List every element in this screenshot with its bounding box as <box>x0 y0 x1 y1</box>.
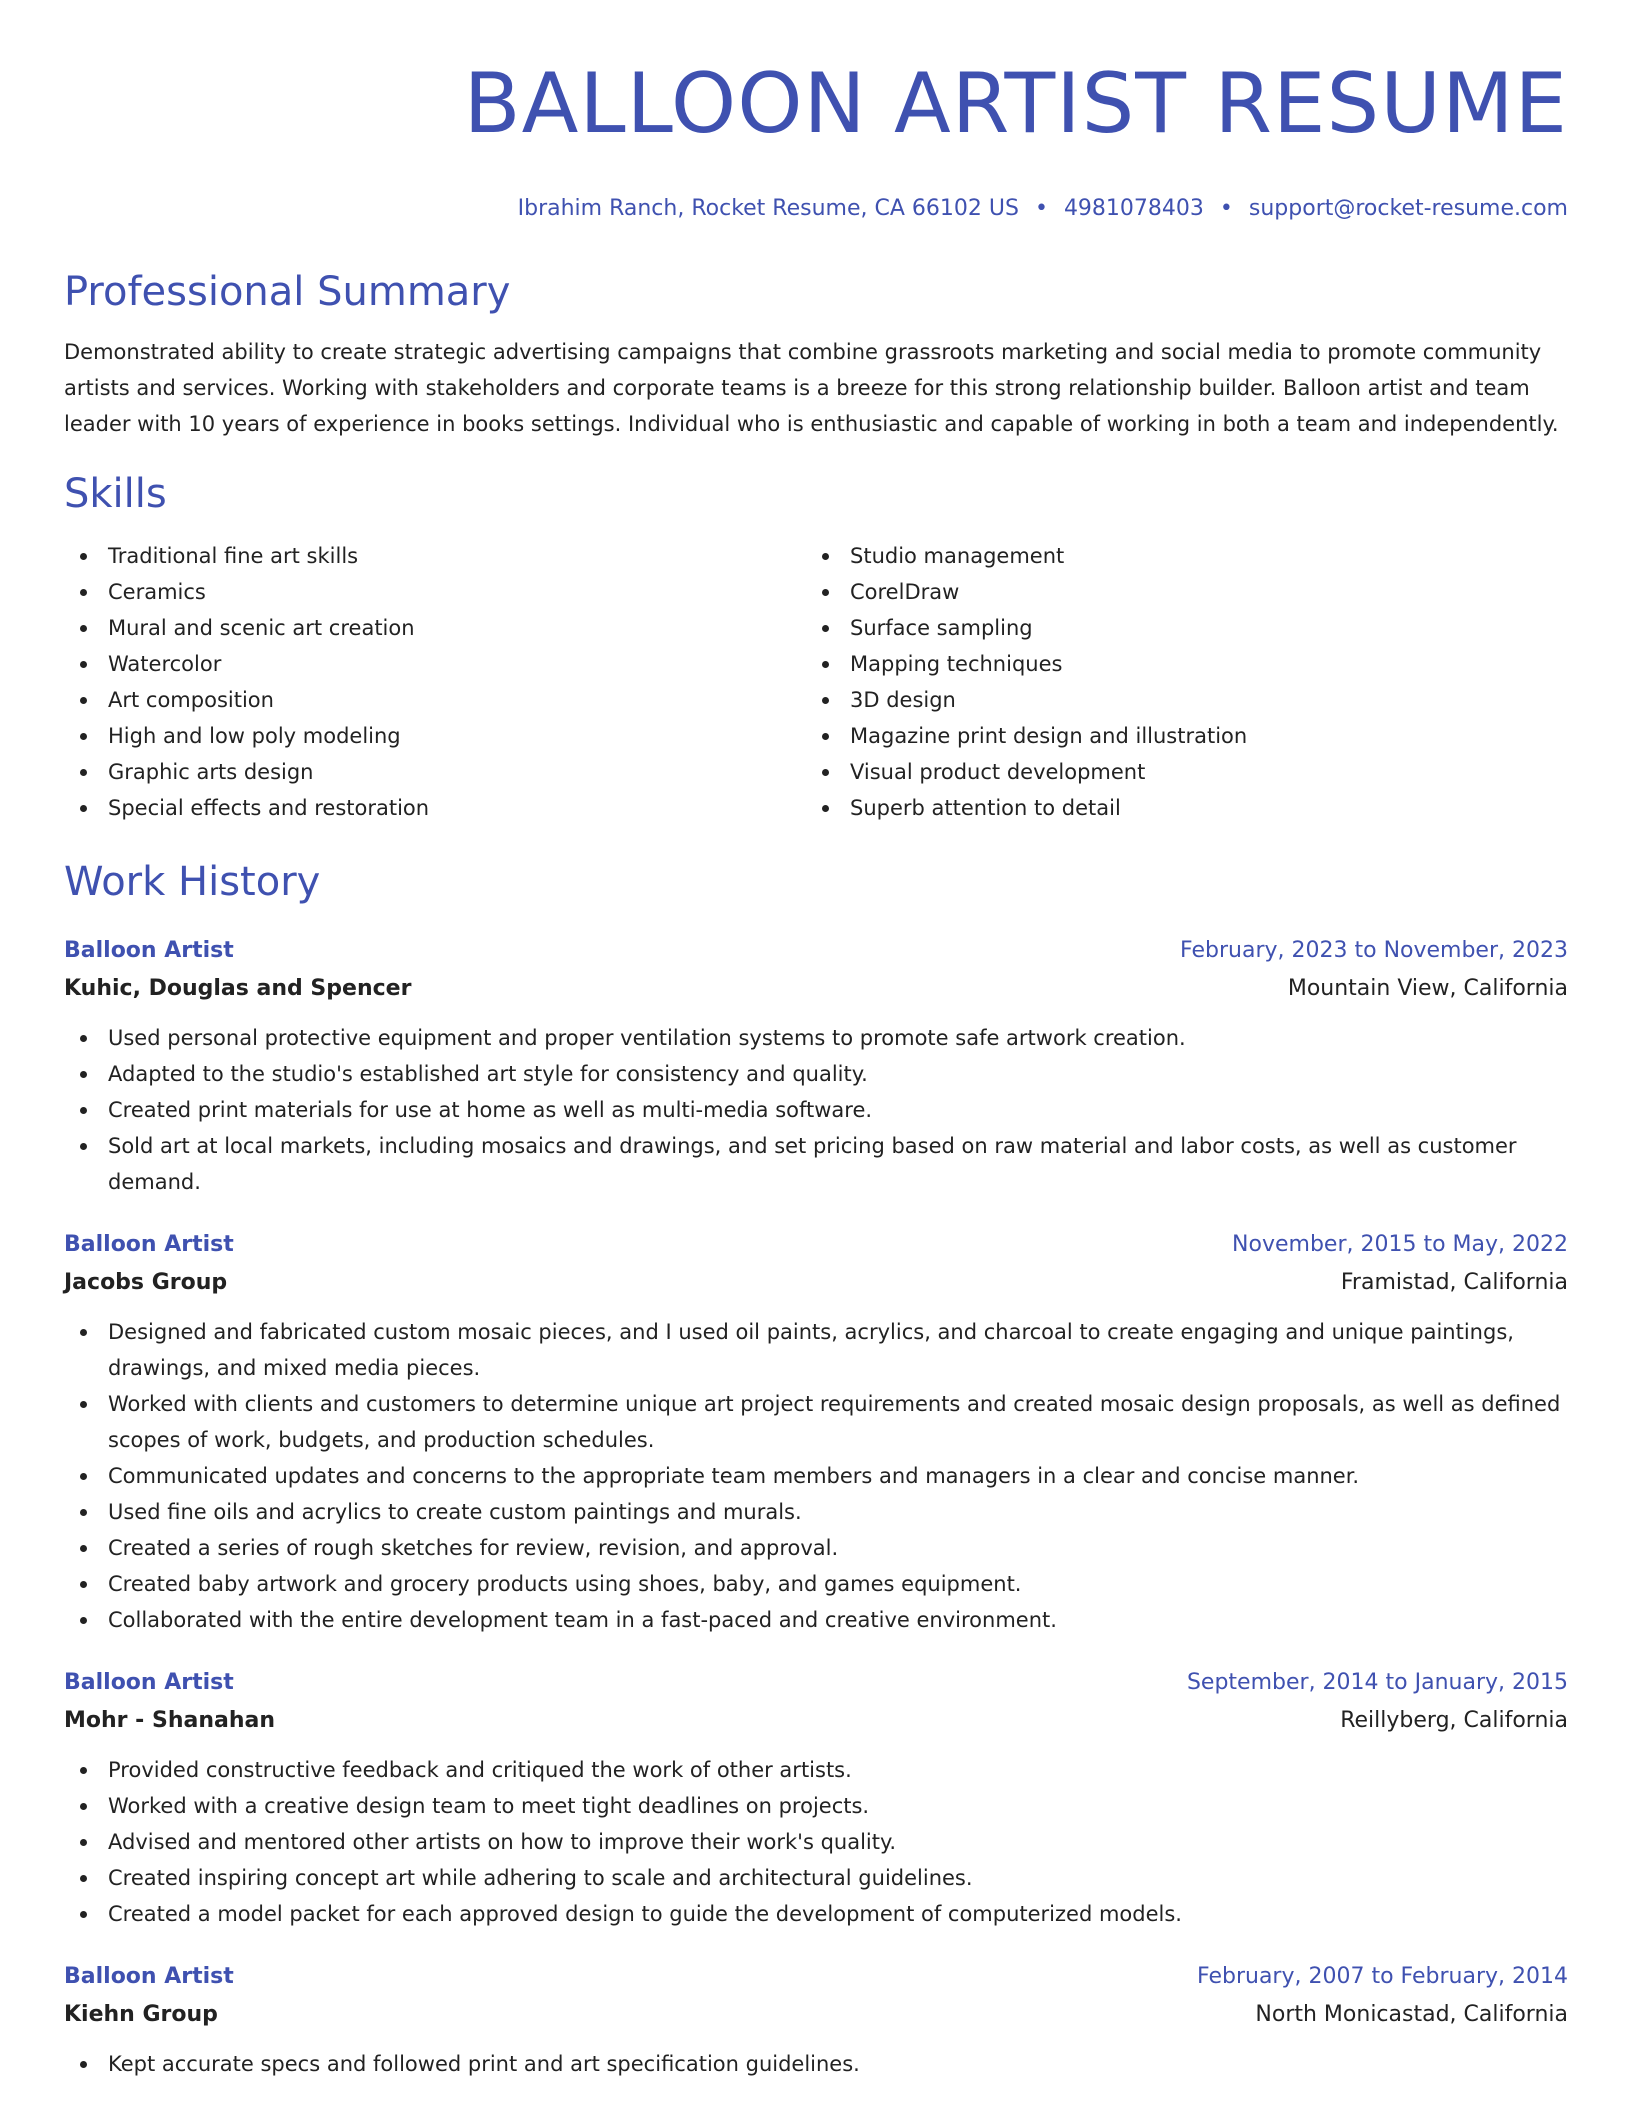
job-bullet: Adapted to the studio's established art style for consistency and quality. <box>64 1056 1568 1092</box>
summary-heading: Professional Summary <box>64 269 511 315</box>
job-header <box>64 1226 1568 1264</box>
job-dates: February, 2023 to November, 2023 <box>1180 938 1568 963</box>
job-bullet: Advised and mentored other artists on how to improve their work's quality. <box>64 1824 1568 1860</box>
contact-email: support@rocket-resume.com <box>1248 196 1568 221</box>
job-title: Balloon Artist <box>64 1670 234 1695</box>
skill-item: High and low poly modeling <box>64 718 806 754</box>
skill-item: Surface sampling <box>806 610 1548 646</box>
job-company: Kiehn Group <box>64 2002 218 2027</box>
job-header <box>64 1958 1568 1996</box>
skill-item: Mural and scenic art creation <box>64 610 806 646</box>
resume-title: BALLOON ARTIST RESUME <box>463 55 1568 152</box>
skill-item: Graphic arts design <box>64 754 806 790</box>
job-location: North Monicastad, California <box>1255 2002 1568 2027</box>
skills-heading: Skills <box>64 471 167 517</box>
contact-separator: • <box>1034 196 1048 221</box>
skill-item: Traditional fine art skills <box>64 538 806 574</box>
job-entry <box>64 1664 1568 1932</box>
job-bullets <box>64 1020 1568 1200</box>
job-header <box>64 1664 1568 1702</box>
skill-item: CorelDraw <box>806 574 1548 610</box>
job-bullet: Kept accurate specs and followed print and art specification guidelines. <box>64 2046 1568 2082</box>
contact-line <box>64 194 1568 224</box>
skill-item: Superb attention to detail <box>806 790 1548 826</box>
job-entry <box>64 1958 1568 2082</box>
job-bullet: Created baby artwork and grocery products using shoes, baby, and games equipment. <box>64 1566 1568 1602</box>
job-bullet: Used fine oils and acrylics to create custom paintings and murals. <box>64 1494 1568 1530</box>
job-company: Jacobs Group <box>64 1270 228 1295</box>
job-subheader <box>64 1264 1568 1302</box>
work-history-heading: Work History <box>64 859 321 905</box>
job-bullet: Created a model packet for each approved design to guide the development of computerized models. <box>64 1896 1568 1932</box>
job-bullet: Sold art at local markets, including mosaics and drawings, and set pricing based on raw material and labor costs, as well as customer demand. <box>64 1128 1568 1200</box>
job-title: Balloon Artist <box>64 1232 234 1257</box>
job-company: Kuhic, Douglas and Spencer <box>64 976 412 1001</box>
job-subheader <box>64 970 1568 1008</box>
job-bullet: Designed and fabricated custom mosaic pieces, and I used oil paints, acrylics, and charcoal to create engaging and unique paintings, drawings, and mixed media pieces. <box>64 1314 1568 1386</box>
job-bullet: Worked with clients and customers to determine unique art project requirements and created mosaic design proposals, as well as defined scopes of work, budgets, and production schedules. <box>64 1386 1568 1458</box>
job-company: Mohr - Shanahan <box>64 1708 275 1733</box>
job-location: Framistad, California <box>1340 1270 1568 1295</box>
job-entry <box>64 932 1568 1200</box>
job-location: Mountain View, California <box>1287 976 1568 1001</box>
job-dates: September, 2014 to January, 2015 <box>1186 1670 1568 1695</box>
job-bullet: Used personal protective equipment and proper ventilation systems to promote safe artwork creation. <box>64 1020 1568 1056</box>
job-bullet: Created print materials for use at home as well as multi-media software. <box>64 1092 1568 1128</box>
skill-item: Special effects and restoration <box>64 790 806 826</box>
skill-item: Mapping techniques <box>806 646 1548 682</box>
job-bullets <box>64 1752 1568 1932</box>
job-bullet: Collaborated with the entire development team in a fast-paced and creative environment. <box>64 1602 1568 1638</box>
skill-item: Ceramics <box>64 574 806 610</box>
job-bullet: Worked with a creative design team to meet tight deadlines on projects. <box>64 1788 1568 1824</box>
skill-item: Magazine print design and illustration <box>806 718 1548 754</box>
contact-phone: 4981078403 <box>1063 196 1204 221</box>
summary-text: Demonstrated ability to create strategic advertising campaigns that combine grassroots marketing and social media to promote community artists and services. Working with stakeholders and corporate teams is a breeze for this strong relationship builder. Balloon artist and team leader with 10 years of experience in books settings. Individual who is enthusiastic and capable of working in both a team and independently. <box>64 340 1559 436</box>
contact-address: Ibrahim Ranch, Rocket Resume, CA 66102 US <box>517 196 1019 221</box>
job-bullet: Created inspiring concept art while adhering to scale and architectural guidelines. <box>64 1860 1568 1896</box>
job-dates: November, 2015 to May, 2022 <box>1232 1232 1568 1257</box>
job-header <box>64 932 1568 970</box>
job-dates: February, 2007 to February, 2014 <box>1197 1964 1568 1989</box>
job-subheader <box>64 1996 1568 2034</box>
job-title: Balloon Artist <box>64 938 234 963</box>
job-location: Reillyberg, California <box>1340 1708 1568 1733</box>
skill-item: Studio management <box>806 538 1548 574</box>
job-entry <box>64 1226 1568 1638</box>
job-bullets <box>64 2046 1568 2082</box>
job-bullet: Provided constructive feedback and critiqued the work of other artists. <box>64 1752 1568 1788</box>
skills-column-left <box>64 538 806 826</box>
job-bullets <box>64 1314 1568 1638</box>
job-bullet: Created a series of rough sketches for review, revision, and approval. <box>64 1530 1568 1566</box>
contact-separator: • <box>1219 196 1233 221</box>
skills-column-right <box>806 538 1548 826</box>
job-subheader <box>64 1702 1568 1740</box>
skill-item: Art composition <box>64 682 806 718</box>
skill-item: Watercolor <box>64 646 806 682</box>
job-title: Balloon Artist <box>64 1964 234 1989</box>
skills-list <box>64 538 1568 826</box>
skill-item: 3D design <box>806 682 1548 718</box>
skill-item: Visual product development <box>806 754 1548 790</box>
resume-page <box>64 0 1568 2082</box>
job-bullet: Communicated updates and concerns to the appropriate team members and managers in a clear and concise manner. <box>64 1458 1568 1494</box>
